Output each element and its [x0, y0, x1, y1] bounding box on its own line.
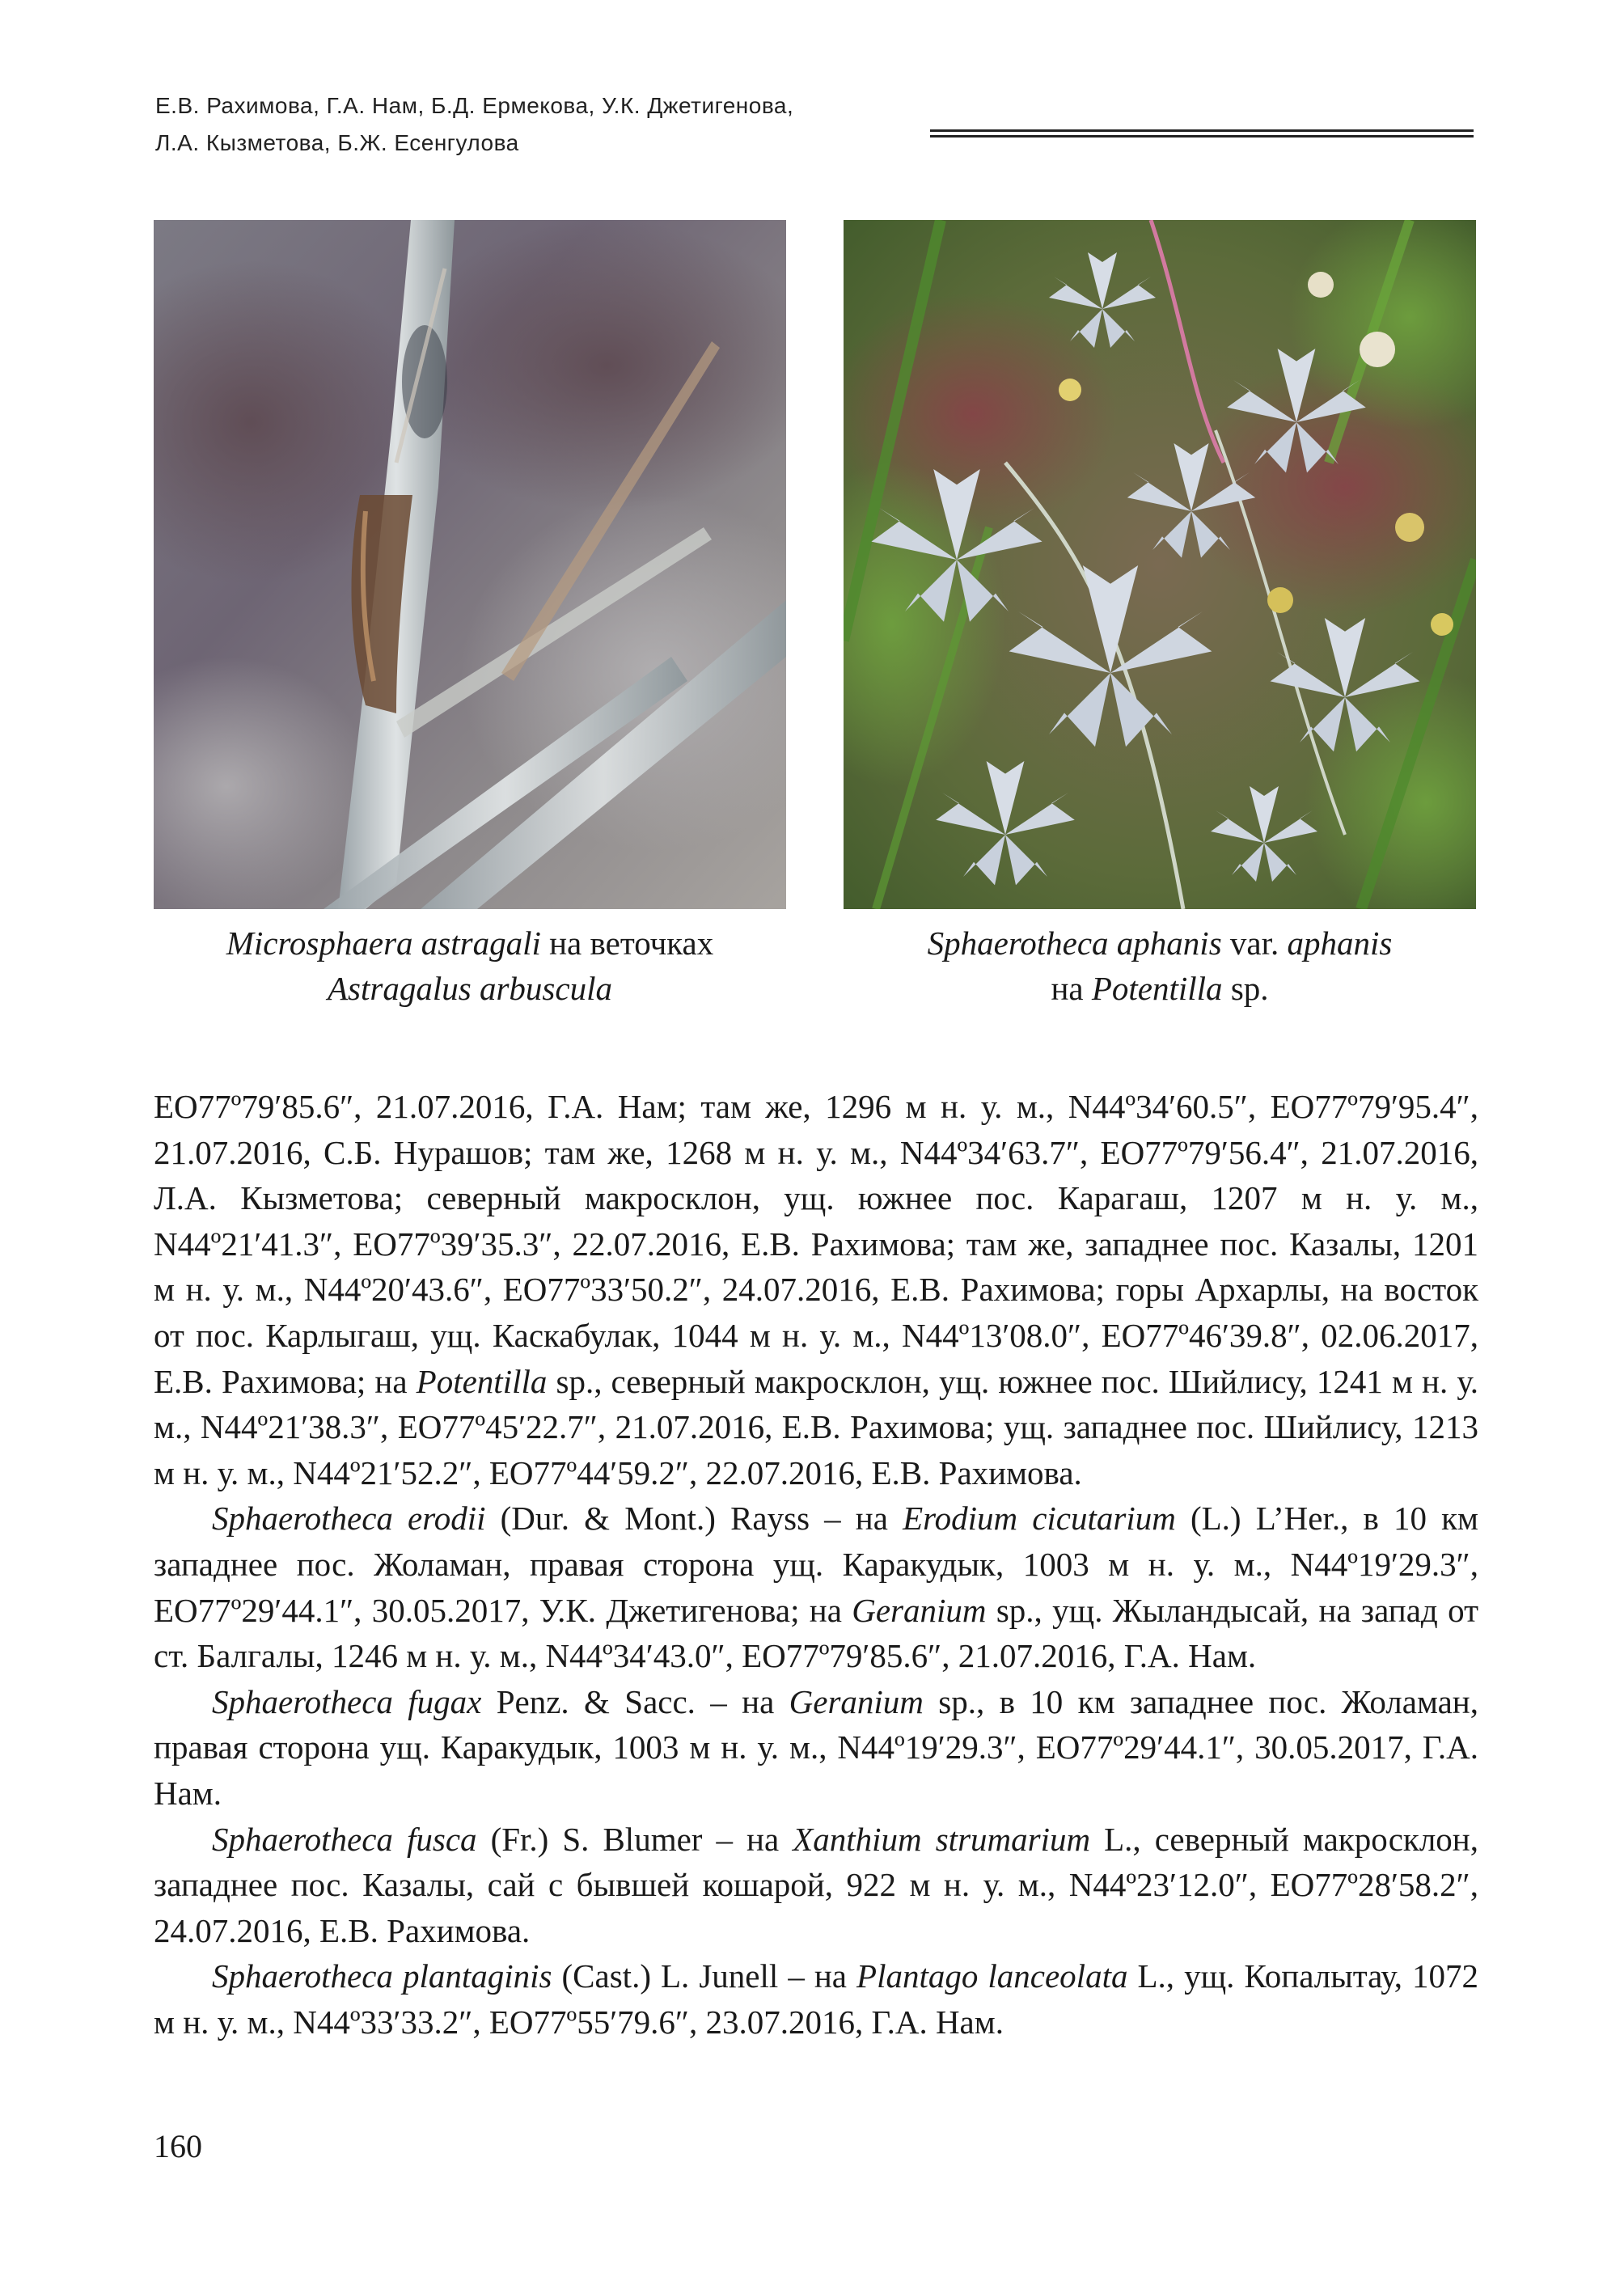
- caption-text: sp.: [1222, 970, 1269, 1007]
- figure-caption-right: [844, 920, 1476, 1011]
- species-name: Sphaerotheca fugax: [212, 1682, 482, 1720]
- caption-right-line-1: [844, 920, 1476, 966]
- body-text: [154, 1084, 1478, 2045]
- header-rule: [930, 129, 1474, 137]
- page-number: 160: [154, 2128, 202, 2164]
- caption-right-line-2: [844, 966, 1476, 1011]
- caption-taxon-sphaerotheca: Sphaerotheca aphanis: [927, 924, 1222, 962]
- host-taxon: Erodium cicutarium: [903, 1500, 1176, 1538]
- species-name: Sphaerotheca erodii: [212, 1500, 486, 1538]
- host-taxon: Geranium: [852, 1591, 987, 1629]
- caption-taxon-astragalus: Astragalus arbuscula: [328, 970, 612, 1007]
- caption-taxon-potentilla: Potentilla: [1091, 970, 1223, 1007]
- authors-line-1: Е.В. Рахимова, Г.А. Нам, Б.Д. Ермекова, У.К. Джетигенова,: [155, 93, 794, 118]
- caption-taxon-variety: aphanis: [1287, 924, 1393, 962]
- paragraph-continued-records: ЕО77º79′85.6″, 21.07.2016, Г.А. Нам; там же, 1296 м н. у. м., N44º34′60.5″, ЕО77º79′95.4″, 21.07.2016, С.Б. Нурашов; там же, 1268 м н. у. м., N44º34′63.7″, ЕО77º79′56.4″, 21.07.2016, Л.А. Кызметова; северный макросклон, ущ. южнее пос. Карагаш, 1207 м н. у. м., N44º21′41.3″, ЕО77º39′35.3″, 22.07.2016, Е.В. Рахимова; там же, западнее пос. Казалы, 1201 м н. у. м., N44º20′43.6″, ЕО77º33′50.2″, 24.07.2016, Е.В. Рахимова; горы Архарлы, на восток от пос. Карлыгаш, ущ. Каскабулак, 1044 м н. у. м., N44º13′08.0″, ЕО77º46′39.8″, 02.06.2017, Е.В. Рахимова; на Potentilla sp., северный макросклон, ущ. южнее пос. Шийлису, 1241 м н. у. м., N44º21′38.3″, ЕО77º45′22.7″, 21.07.2016, Е.В. Рахимова; ущ. западнее пос. Шийлису, 1213 м н. у. м., N44º21′52.2″, ЕО77º44′59.2″, 22.07.2016, Е.В. Рахимова.: [154, 1088, 1479, 1491]
- caption-left-line-1: [154, 920, 786, 966]
- authors-line-2: Л.А. Кызметова, Б.Ж. Есенгулова: [155, 130, 519, 155]
- figure-caption-left: [154, 920, 786, 1011]
- host-taxon: Potentilla: [416, 1362, 548, 1400]
- paragraph-sphaerotheca-plantaginis: Sphaerotheca plantaginis (Cast.) L. Junell – на Plantago lanceolata L., ущ. Копалытау, 1072 м н. у. м., N44º33′33.2″, ЕО77º55′79.6″, 23.07.2016, Г.А. Нам.: [154, 1957, 1478, 2041]
- caption-left-line-2: [154, 966, 786, 1011]
- paragraph-sphaerotheca-fusca: Sphaerotheca fusca (Fr.) S. Blumer – на Xanthium strumarium L., северный макросклон, западнее пос. Казалы, сай с бывшей кошарой, 922 м н. у. м., N44º23′12.0″, ЕО77º28′58.2″, 24.07.2016, Е.В. Рахимова.: [154, 1820, 1478, 1949]
- species-name: Sphaerotheca fusca: [212, 1820, 477, 1858]
- caption-text: на веточках: [540, 924, 714, 962]
- host-taxon: Geranium: [789, 1682, 924, 1720]
- caption-text: на: [1051, 970, 1092, 1007]
- photo-microsphaera-astragali: [154, 220, 786, 909]
- host-taxon: Plantago lanceolata: [856, 1957, 1128, 1995]
- species-name: Sphaerotheca plantaginis: [212, 1957, 552, 1995]
- caption-text: var.: [1221, 924, 1288, 962]
- paragraph-sphaerotheca-fugax: Sphaerotheca fugax Penz. & Sacc. – на Geranium sp., в 10 км западнее пос. Жоламан, правая сторона ущ. Каракудык, 1003 м н. у. м., N44º19′29.3″, ЕО77º29′44.1″, 30.05.2017, Г.А. Нам.: [154, 1682, 1479, 1812]
- photo-sphaerotheca-aphanis: [844, 220, 1476, 909]
- paragraph-sphaerotheca-erodii: Sphaerotheca erodii (Dur. & Mont.) Rayss – на Erodium cicutarium (L.) L’Her., в 10 км западнее пос. Жоламан, правая сторона ущ. Каракудык, 1003 м н. у. м., N44º19′29.3″, ЕО77º29′44.1″, 30.05.2017, У.К. Джетигенова; на Geranium sp., ущ. Жыландысай, на запад от ст. Балгалы, 1246 м н. у. м., N44º34′43.0″, ЕО77º79′85.6″, 21.07.2016, Г.А. Нам.: [154, 1500, 1478, 1675]
- caption-taxon-microsphaera: Microsphaera astragali: [226, 924, 541, 962]
- host-taxon: Xanthium strumarium: [793, 1820, 1091, 1858]
- running-head: [155, 87, 916, 162]
